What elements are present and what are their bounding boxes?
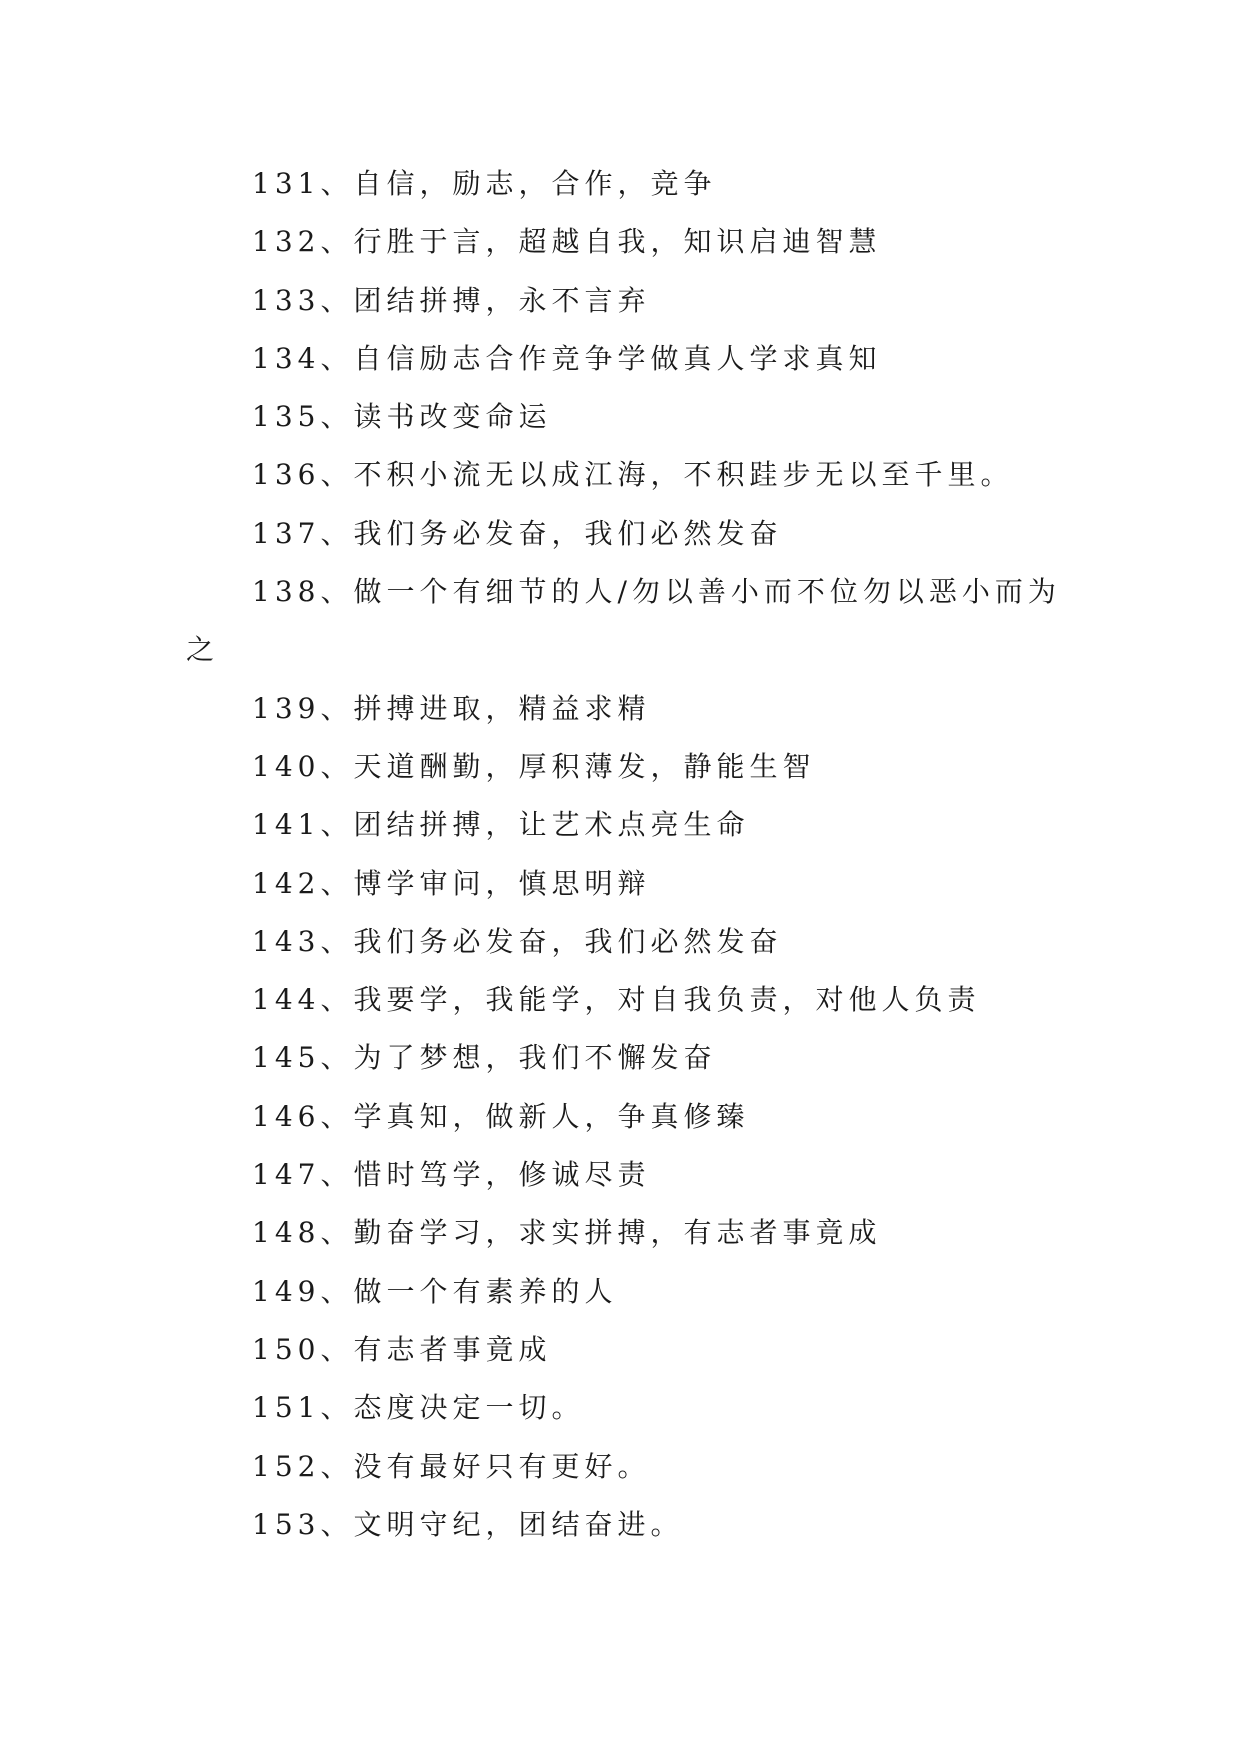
list-item: 136、不积小流无以成江海，不积跬步无以至千里。 (252, 458, 1014, 492)
slogan-list (186, 155, 1066, 1554)
list-item: 144、我要学，我能学，对自我负责，对他人负责 (252, 983, 981, 1017)
list-item: 131、自信，励志，合作，竞争 (252, 167, 717, 200)
list-item: 150、有志者事竟成 (252, 1332, 552, 1366)
list-item: 151、态度决定一切。 (252, 1391, 585, 1425)
list-item: 132、行胜于言，超越自我，知识启迪智慧 (252, 225, 882, 259)
list-item: 153、文明守纪，团结奋进。 (252, 1507, 684, 1541)
list-item: 140、天道酬勤，厚积薄发，静能生智 (252, 749, 816, 783)
list-item: 142、博学审问，慎思明辩 (252, 866, 651, 900)
list-item: 143、我们务必发奋，我们必然发奋 (252, 924, 783, 958)
list-item: 146、学真知，做新人，争真修臻 (252, 1099, 750, 1133)
list-item: 139、拼搏进取，精益求精 (252, 691, 651, 725)
list-item: 135、读书改变命运 (252, 400, 552, 434)
list-item: 145、为了梦想，我们不懈发奋 (252, 1041, 717, 1075)
list-item: 137、我们务必发奋，我们必然发奋 (252, 516, 783, 550)
list-item: 152、没有最好只有更好。 (252, 1449, 651, 1483)
list-item: 133、团结拼搏，永不言弃 (252, 283, 651, 317)
list-item: 147、惜时笃学，修诚尽责 (252, 1158, 651, 1192)
list-item: 149、做一个有素养的人 (252, 1274, 618, 1308)
list-item: 138、做一个有细节的人/勿以善小而不位勿以恶小而为之 (186, 575, 1061, 667)
list-item: 141、团结拼搏，让艺术点亮生命 (252, 808, 750, 842)
list-item: 148、勤奋学习，求实拼搏，有志者事竟成 (252, 1216, 882, 1250)
list-item: 134、自信励志合作竞争学做真人学求真知 (252, 341, 882, 375)
